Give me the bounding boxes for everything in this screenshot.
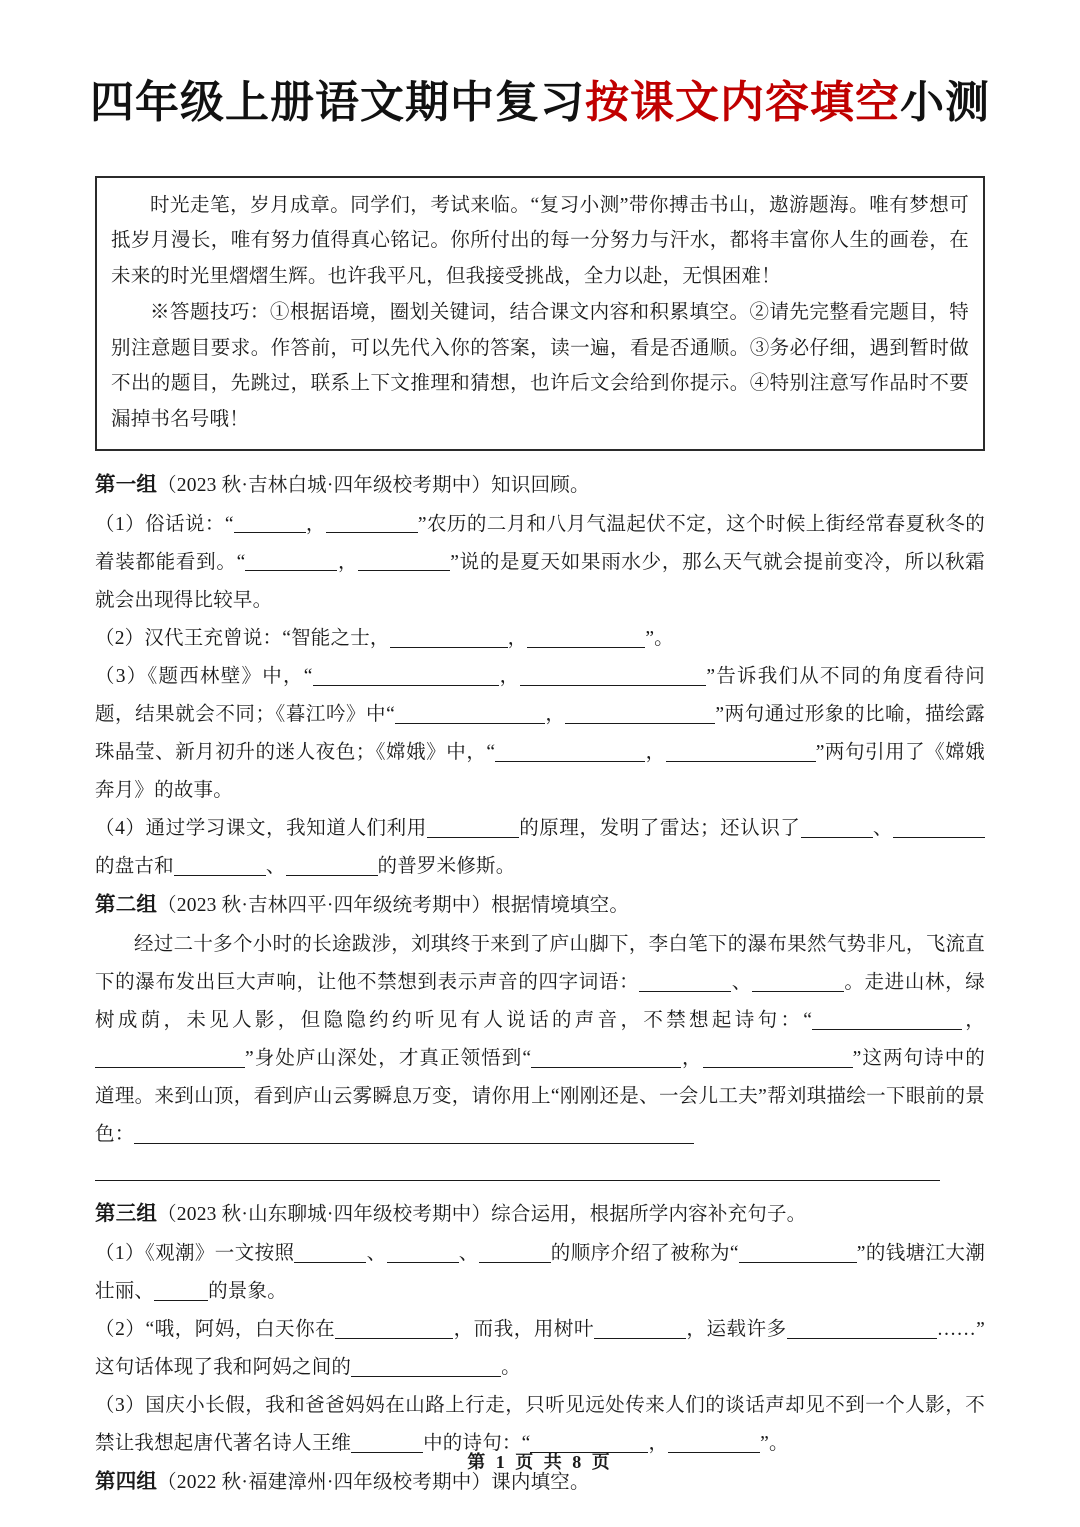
q3-1-text-c: 、 (458, 1243, 479, 1265)
group-heading-3 (95, 1195, 985, 1235)
group-source-1: （2023 秋·吉林白城·四年级校考期中）知识回顾。 (157, 475, 590, 496)
blank-input[interactable] (739, 1241, 857, 1262)
q3-1-text-e: ”的钱塘江大潮壮丽、 (95, 1243, 986, 1303)
group-heading-1 (95, 466, 985, 506)
q3-1-text-f: 的景象。 (208, 1281, 287, 1303)
q1-3-text-e: ”两句通过形象的比喻，描绘露珠晶莹、新月初升的迷人夜色；《嫦娥》中，“ (95, 704, 985, 764)
q1-3-text-d: ， (544, 704, 566, 726)
question-1-2 (95, 620, 985, 658)
blank-input[interactable] (234, 512, 306, 533)
blank-input[interactable] (703, 1046, 853, 1067)
question-3-2 (95, 1311, 985, 1387)
blank-input[interactable] (387, 1241, 459, 1262)
q2-text-d: ， (962, 1010, 986, 1032)
question-1-3 (95, 658, 985, 810)
q2-text-e: ”身处庐山深处，才真正领悟到“ (245, 1048, 532, 1070)
q3-2-text-c: ，运载许多 (686, 1319, 787, 1341)
q1-3-text-b: ， (498, 666, 521, 688)
page-footer: 第 1 页 共 8 页 (467, 1452, 613, 1472)
blank-input[interactable] (358, 550, 450, 571)
q1-1-text-a: （1）俗话说：“ (95, 513, 234, 535)
q3-1-text-d: 的顺序介绍了被称为“ (550, 1243, 739, 1265)
blank-input[interactable] (594, 1317, 686, 1338)
group-label-4: 第四组 (95, 1471, 158, 1494)
blank-input[interactable] (154, 1279, 208, 1300)
blank-input[interactable] (174, 854, 266, 875)
q2-text-a: 经过二十多个小时的长途跋涉，刘琪终于来到了庐山脚下，李白笔下的瀑布果然气势非凡，飞流直下的瀑布发出巨大声响，让他不禁想到表示声音的四字词语： (95, 934, 985, 994)
q2-text-f: ， (681, 1048, 703, 1070)
q3-1-text-a: （1）《观潮》一文按照 (95, 1243, 295, 1265)
blank-input[interactable] (495, 740, 645, 761)
q3-3-text-c: ， (648, 1433, 669, 1455)
q2-text-c: 。走进山林，绿树成荫，未见人影，但隐隐约约听见有人说话的声音，不禁想起诗句：“ (95, 972, 985, 1032)
group-source-2: （2023 秋·吉林四平·四年级统考期中）根据情境填空。 (157, 895, 630, 917)
q3-1-text-b: 、 (366, 1243, 387, 1265)
q3-2-text-a: （2）“哦，阿妈，白天你在 (95, 1319, 336, 1341)
group-source-4: （2022 秋·福建漳州·四年级校考期中）课内填空。 (157, 1472, 590, 1494)
blank-input[interactable] (395, 702, 545, 723)
q3-2-text-d: ……”这句话体现了我和阿妈之间的 (95, 1319, 985, 1379)
blank-input[interactable] (390, 626, 508, 647)
q3-3-text-a: （3）国庆小长假，我和爸爸妈妈在山路上行走，只听见远处传来人们的谈话声却见不到一个人影，不禁让我想起唐代著名诗人王维 (95, 1395, 985, 1455)
question-1-1 (95, 506, 985, 620)
q1-3-text-a: （3）《题西林壁》中，“ (95, 666, 313, 688)
questions-container (95, 466, 985, 1503)
page-title-highlight: 按课文内容填空 (585, 78, 900, 127)
q1-1-text-b: ， (305, 513, 326, 535)
blank-input[interactable] (752, 970, 844, 991)
blank-input[interactable] (565, 702, 715, 723)
blank-input[interactable] (787, 1317, 937, 1338)
q2-text-g: ”这两句诗中的道理。来到山顶，看到庐山云雾瞬息万变，请你用上“刚刚还是、一会儿工夫”帮刘琪描绘一下眼前的景色： (95, 1048, 985, 1146)
blank-input[interactable] (326, 512, 418, 533)
q1-2-text-a: （2）汉代王充曾说：“智能之士， (95, 628, 390, 650)
answer-line[interactable] (95, 1180, 940, 1181)
blank-input[interactable] (313, 664, 499, 685)
q1-1-text-c: ”农历的二月和八月气温起伏不定，这个时候上街经常春夏秋冬的着装都能看到。“ (95, 513, 985, 573)
question-3-1 (95, 1235, 985, 1311)
intro-paragraph-tips: ※答题技巧：①根据语境，圈划关键词，结合课文内容和积累填空。②请先完整看完题目，特别注意题目要求。作答前，可以先代入你的答案，读一遍，看是否通顺。③务必仔细，遇到暂时做不出的题目，先跳过，联系上下文推理和猜想，也许后文会给到你提示。④特别注意写作品时不要漏掉书名号哦！ (111, 302, 969, 430)
q2-text-b: 、 (731, 972, 752, 994)
q3-3-text-b: 中的诗句：“ (423, 1433, 531, 1455)
q1-3-text-c: ”告诉我们从不同的角度看待问题，结果就会不同；《暮江吟》中“ (95, 666, 985, 726)
question-2-passage (95, 926, 985, 1154)
q1-4-text-c: 、 (872, 818, 893, 840)
q1-4-text-a: （4）通过学习课文，我知道人们利用 (95, 818, 427, 840)
blank-input[interactable] (801, 816, 873, 837)
blank-input[interactable] (245, 550, 337, 571)
blank-input[interactable] (286, 854, 378, 875)
q3-2-text-b: ，而我，用树叶 (453, 1319, 595, 1341)
q3-3-text-d: ”。 (760, 1433, 789, 1455)
blank-input[interactable] (893, 816, 985, 837)
q1-4-text-b: 的原理，发明了雷达；还认识了 (518, 818, 801, 840)
q1-4-text-e: 、 (265, 856, 286, 878)
q1-4-text-d: 的盘古和 (95, 856, 174, 878)
blank-input[interactable] (527, 626, 645, 647)
blank-input[interactable] (335, 1317, 453, 1338)
blank-input[interactable] (666, 740, 816, 761)
group-label-1: 第一组 (95, 474, 158, 496)
group-label-2: 第二组 (95, 894, 158, 917)
q1-4-text-f: 的普罗米修斯。 (377, 856, 516, 878)
blank-input[interactable] (531, 1046, 681, 1067)
group-label-3: 第三组 (95, 1203, 158, 1226)
blank-input[interactable] (639, 970, 731, 991)
group-heading-2 (95, 886, 985, 926)
q1-2-text-c: ”。 (645, 628, 674, 650)
q1-1-text-d: ， (337, 551, 359, 573)
blank-input[interactable] (294, 1241, 366, 1262)
q1-3-text-f: ， (645, 742, 666, 764)
blank-input[interactable] (351, 1355, 501, 1376)
q3-2-text-e: 。 (501, 1357, 521, 1379)
q1-3-text-g: ”两句引用了《嫦娥奔月》的故事。 (95, 742, 986, 802)
blank-input[interactable] (95, 1046, 245, 1067)
answer-line[interactable] (134, 1122, 694, 1143)
blank-input[interactable] (479, 1241, 551, 1262)
intro-box (95, 176, 985, 451)
page-title-part-1: 四年级上册语文期中复习 (90, 78, 585, 127)
q1-2-text-b: ， (507, 628, 528, 650)
q1-1-text-e: ”说的是夏天如果雨水少，那么天气就会提前变冷，所以秋霜就会出现得比较早。 (95, 551, 985, 611)
intro-paragraph-motivation: 时光走笔，岁月成章。同学们，考试来临。“复习小测”带你搏击书山，遨游题海。唯有梦想可抵岁月漫长，唯有努力值得真心铭记。你所付出的每一分努力与汗水，都将丰富你人生的画卷，在未来的时光里熠熠生辉。也许我平凡，但我接受挑战，全力以赴，无惧困难！ (111, 195, 969, 287)
blank-input[interactable] (427, 816, 519, 837)
question-1-4 (95, 810, 985, 886)
page-title-part-2: 小测 (900, 78, 990, 127)
blank-input[interactable] (520, 664, 706, 685)
blank-input[interactable] (812, 1008, 962, 1029)
page-title (0, 0, 1080, 129)
group-source-3: （2023 秋·山东聊城·四年级校考期中）综合运用，根据所学内容补充句子。 (157, 1204, 807, 1226)
